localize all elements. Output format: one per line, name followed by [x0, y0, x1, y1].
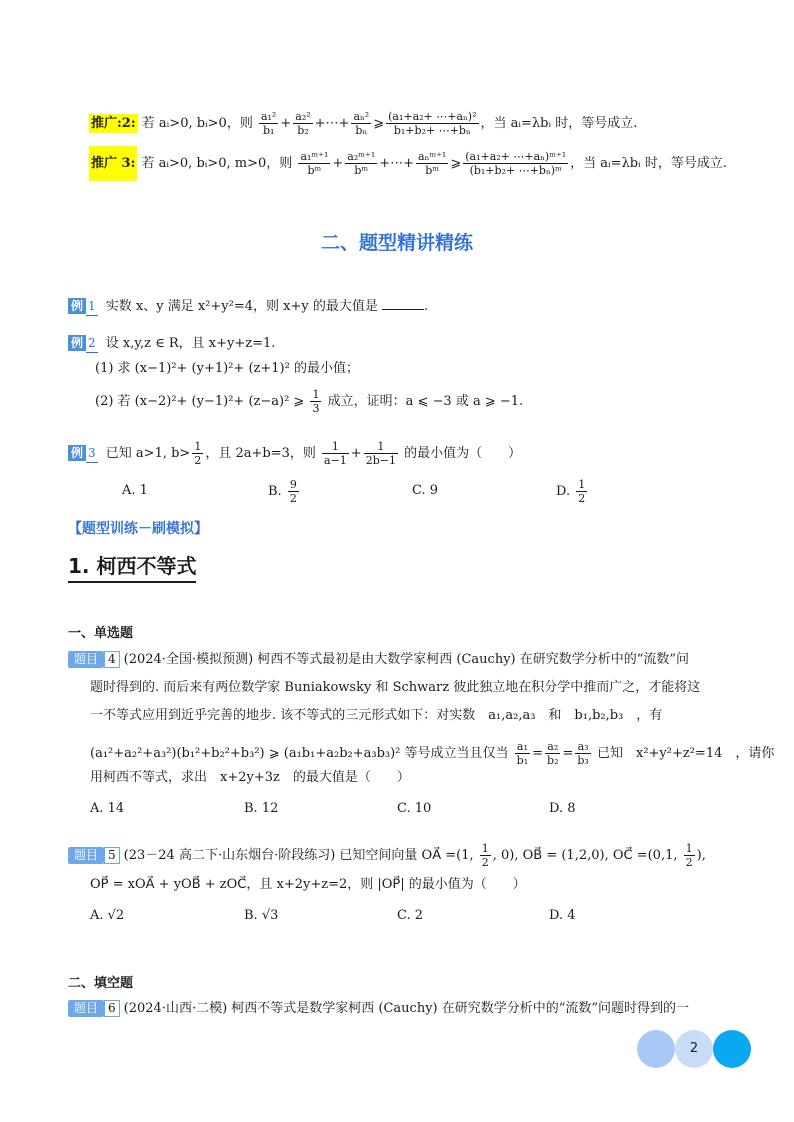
option-c: C. 10	[397, 801, 432, 816]
generalization-2-tag: 推广:2:	[91, 116, 136, 131]
example-1: 例 1 实数 x、y 满足 x²+y²=4，则 x+y 的最大值是 .	[68, 297, 428, 316]
problem-6: 题目 6 (2024·山西·二模) 柯西不等式是数学家柯西 (Cauchy) 在研究数学分析中的“流数”问题时得到的一	[68, 1000, 689, 1018]
example-2-part-2: (2) 若 (x−2)²+ (y−1)²+ (z−a)² ⩾ $\frac{1}{3}$ 成立，证明：a ⩽ −3 或 a ⩾ −1.	[95, 388, 524, 415]
option-d: D. 8	[549, 801, 576, 816]
generalization-2: 推广:2: 若 aᵢ>0, bᵢ>0，则 $\frac{\text{a₁²}}{\text{b₁}}$ + $\frac{\text{a₂²}}{\text{b₂}}$ +⋯+ $\frac{\text{aₙ²}}{\text{bₙ}}$ ⩾ $\frac{\text{(a₁+a₂+ ⋯+aₙ)²}}{\text{b₁+b₂+ ⋯+bₙ}}$ ，当 aᵢ=λbᵢ 时，等号成立.	[91, 110, 638, 137]
answer-blank	[382, 297, 424, 310]
section-title: 二、题型精讲精练	[320, 232, 473, 254]
example-tag: 例	[68, 298, 86, 314]
option-c: C. 9	[412, 483, 439, 498]
single-choice-heading: 一、单选题	[68, 626, 134, 641]
fill-blank-heading: 二、填空题	[68, 976, 134, 991]
option-b: B. $\frac{9}{2}$	[268, 478, 297, 505]
example-tag: 例	[68, 445, 86, 461]
problem-4: 题目 4 (2024·全国·模拟预测) 柯西不等式最初是由大数学家柯西 (Cauchy) 在研究数学分析中的“流数”问	[68, 651, 689, 669]
problem-5: 题目 5 (23－24 高二下·山东烟台·阶段练习) 已知空间向量 OA⃗ =(1, $\frac{1}{2}$ , 0), OB⃗ = (1,2,0), OC⃗ =(0,1, $\frac{1}{2}$ ),	[68, 842, 706, 869]
page-badge-right-circle	[713, 1030, 751, 1068]
problem-tag: 题目	[68, 1000, 104, 1017]
option-d: D. $\frac{1}{2}$	[556, 478, 586, 505]
problem-tag: 题目	[68, 847, 104, 864]
example-2: 例 2 设 x,y,z ∈ R，且 x+y+z=1.	[68, 334, 275, 353]
example-tag: 例	[68, 335, 86, 351]
page-number: 2	[675, 1030, 713, 1068]
option-b: B. √3	[244, 908, 279, 923]
option-a: A. √2	[90, 908, 125, 923]
example-2-part-1: (1) 求 (x−1)²+ (y+1)²+ (z+1)² 的最小值；	[95, 361, 359, 376]
example-3: 例 3 已知 a>1, b> $\frac{1}{2}$ ，且 2a+b=3，则 $\frac{1}{a-1}$ + $\frac{1}{2b-1}$ 的最小值为（ ）	[68, 440, 521, 467]
option-c: C. 2	[397, 908, 424, 923]
topic-heading: 1. 柯西不等式	[68, 550, 196, 583]
option-b: B. 12	[244, 801, 279, 816]
generalization-3-tag: 推广 3:	[89, 146, 137, 181]
option-a: A. 1	[122, 483, 148, 498]
page-badge-left-circle	[637, 1030, 675, 1068]
option-d: D. 4	[549, 908, 576, 923]
generalization-3: 推广 3: 若 aᵢ>0, bᵢ>0, m>0，则 $\frac{\text{a₁ᵐ⁺¹}}{\text{bᵐ}}$ + $\frac{\text{a₂ᵐ⁺¹}}{\text{bᵐ}}$ +⋯+ $\frac{\text{aₙᵐ⁺¹}}{\text{bᵐ}}$ ⩾ $\frac{\text{(a₁+a₂+ ⋯+aₙ)ᵐ⁺¹}}{\text{(b₁+b₂+ ⋯+bₙ)ᵐ}}$ ，当 aᵢ=λbᵢ 时，等号成立.	[89, 150, 727, 177]
training-header: 【题型训练－刷模拟】	[68, 521, 208, 537]
problem-tag: 题目	[68, 651, 104, 668]
option-a: A. 14	[90, 801, 125, 816]
